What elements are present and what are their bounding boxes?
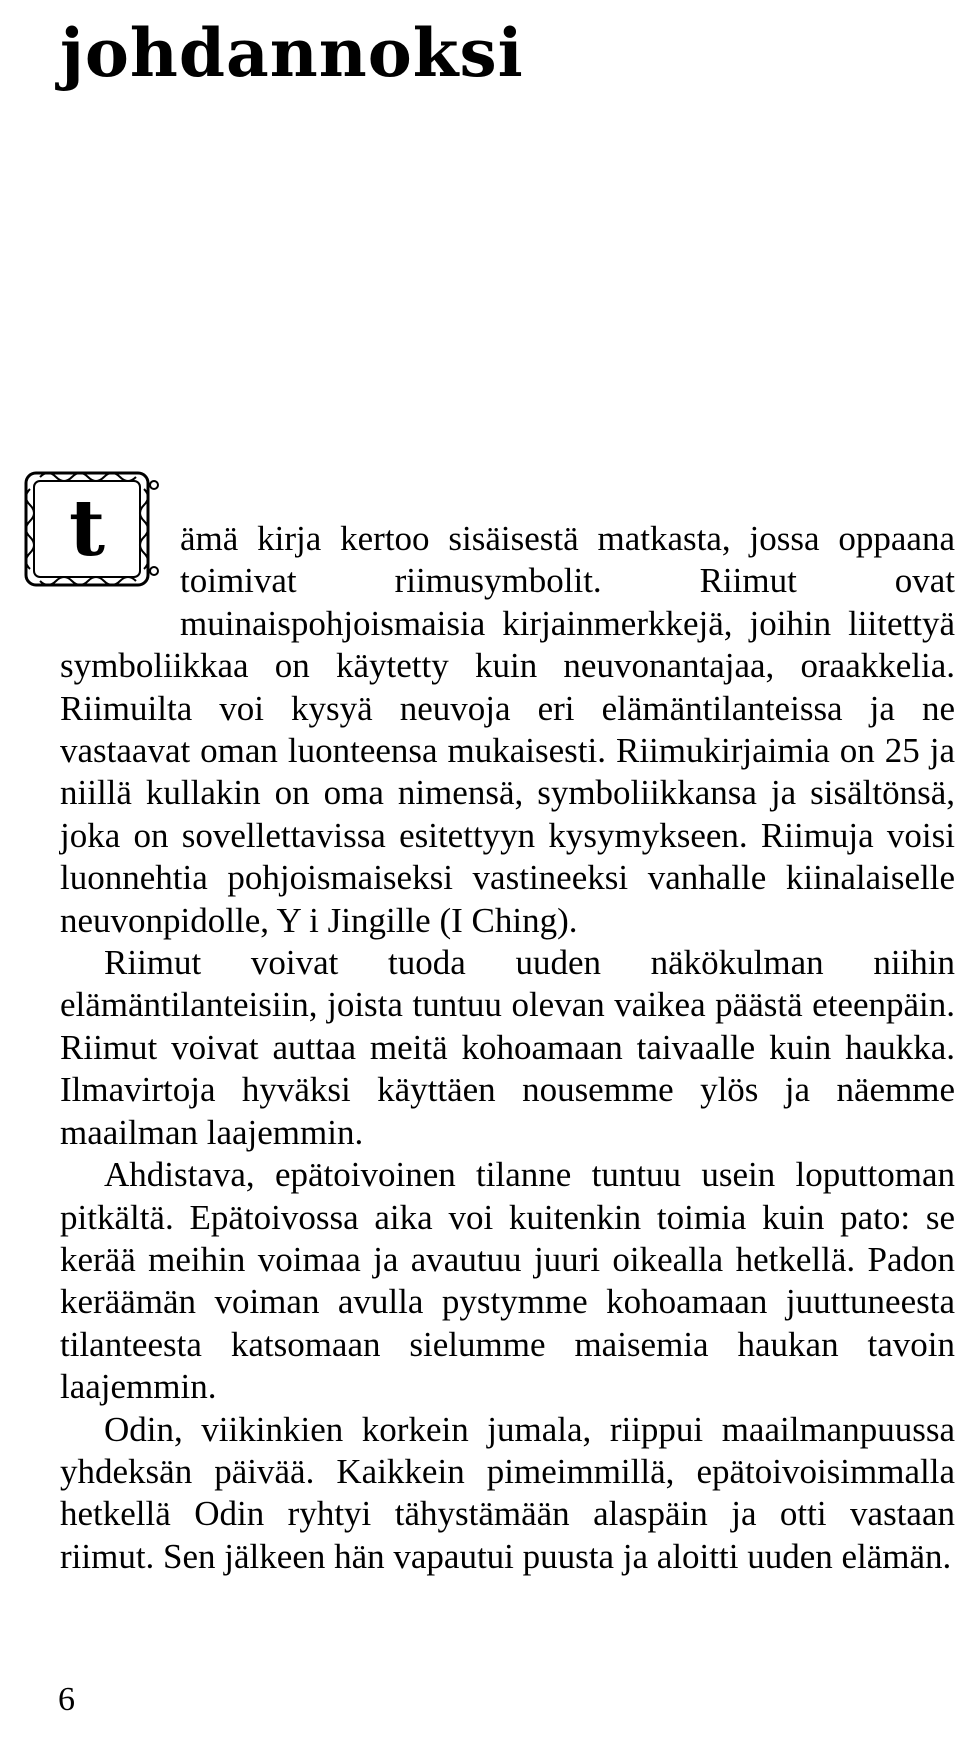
paragraph-4: Odin, viikinkien korkein jumala, riippui maailmanpuussa yhdeksän päivää. Kaikkein pimeimmillä, epätoivoisimmalla hetkellä Odin ryhtyi tähystämään alaspäin ja otti vastaan riimut. Sen jälkeen hän vapautui puusta ja aloitti uuden elämän.	[60, 1409, 955, 1576]
chapter-title: johdannoksi	[60, 14, 524, 92]
paragraph-3: Ahdistava, epätoivoinen tilanne tuntuu usein loputtoman pitkältä. Epätoivossa aika voi kuitenkin toimia kuin pato: se kerää meihin voimaa ja avautuu juuri oikealla hetkellä. Padon keräämän voiman avulla pystymme kohoamaan juuttuneesta tilanteesta katsomaan sielumme maisemia haukan tavoin laajemmin.	[60, 1155, 955, 1407]
page-number: 6	[58, 1681, 75, 1718]
initial-spacer	[60, 518, 180, 639]
paragraph-1-text: ämä kirja kertoo sisäisestä matkasta, jossa oppaana toimivat riimusymbolit. Riimut ovat muinaispohjoismaisia kirjainmerkkejä, joihin liitettyä symboliikkaa on käytetty kuin neuvonantajaa, oraakkelia. Riimuilta voi kysyä neuvoja eri elämäntilanteissa ja ne vastaavat oman luonteensa mukaisesti. Riimukirjaimia on 25 ja niillä kullakin on oma nimensä, symboliikkansa ja sisältönsä, joka on sovellettavissa esitettyyn kysymykseen. Riimuja voisi luonnehtia pohjoismaiseksi vastineeksi vanhalle kiinalaiselle neuvonpidolle, Y i Jingille (I Ching).	[60, 519, 955, 940]
initial-letter: t	[68, 483, 106, 574]
paragraph-2: Riimut voivat tuoda uuden näkökulman niihin elämäntilanteisiin, joista tuntuu olevan vaikea päästä eteenpäin. Riimut voivat auttaa meitä kohoamaan taivaalle kuin haukka. Ilmavirtoja hyväksi käyttäen nousemme ylös ja näemme maailman laajemmin.	[60, 943, 955, 1152]
body-text	[60, 518, 955, 1578]
paragraph-1	[60, 518, 955, 942]
